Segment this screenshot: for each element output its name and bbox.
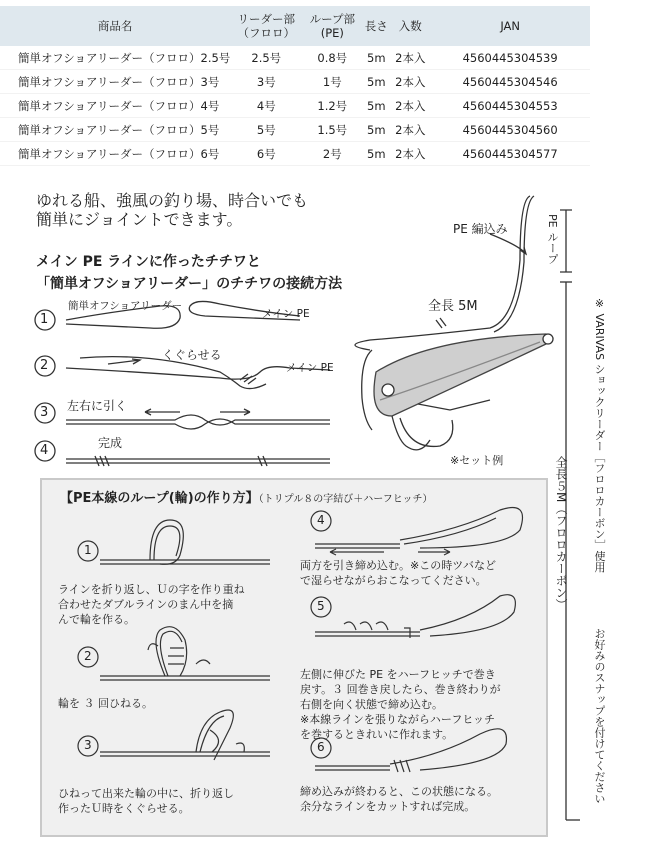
s5-line-3: 右側を向く状態で締め込む。 [300, 698, 443, 711]
cell-jan: 4560445304539 [430, 46, 590, 70]
cell-leader: 4号 [230, 94, 302, 118]
cell-name: 簡単オフショアリーダー（フロロ）4号 [0, 94, 230, 118]
label-main-pe-2: メイン PE [286, 362, 334, 374]
loop-box-subtitle: （トリプル８の字結び＋ハーフヒッチ） [258, 494, 433, 505]
cell-jan: 4560445304560 [430, 118, 590, 142]
label-set-example: ※セット例 [450, 454, 504, 467]
s6-line-1: 締め込みが終わると、この状態になる。 [300, 785, 498, 798]
loop-step-4-text [300, 558, 496, 588]
cell-name: 簡単オフショアリーダー（フロロ）2.5号 [0, 46, 230, 70]
intro-line-1: ゆれる船、強風の釣り場、時合いでも [36, 191, 309, 210]
cell-jan: 4560445304546 [430, 70, 590, 94]
cell-loop: 1.5号 [302, 118, 362, 142]
cell-loop: 2号 [302, 142, 362, 166]
label-kuguraseru: くぐらせる [162, 348, 222, 362]
cell-name: 簡単オフショアリーダー（フロロ）6号 [0, 142, 230, 166]
loop-num-4: 4 [317, 513, 325, 527]
cell-jan: 4560445304553 [430, 94, 590, 118]
connect-num-4: 4 [40, 443, 49, 458]
loop-num-6: 6 [317, 740, 325, 754]
connect-title-1: メイン PE ラインに作ったチチワと [36, 254, 261, 270]
loop-num-2: 2 [84, 649, 92, 663]
col-qty: 入数 [390, 6, 430, 46]
cell-qty: 2本入 [390, 46, 430, 70]
loop-num-3: 3 [84, 738, 92, 752]
cell-length: 5m [362, 46, 390, 70]
s5-line-4: ※本線ラインを張りながらハーフヒッチ [300, 713, 496, 726]
cell-qty: 2本入 [390, 70, 430, 94]
label-main-pe: メイン PE [262, 308, 310, 320]
loop-step-5-text [300, 667, 501, 742]
s1-line-3: んで輪を作る。 [58, 613, 135, 626]
loop-step-1-text [58, 582, 245, 627]
s2-line-1: 輪を ３ 回ひねる。 [58, 697, 153, 710]
label-pe-loop: PE ループ [546, 214, 559, 265]
cell-leader: 6号 [230, 142, 302, 166]
label-snap-note: お好みのスナップを付けてください [593, 628, 606, 804]
col-leader-l2: （フロロ） [237, 26, 296, 40]
s1-line-2: 合わせたダブルラインのまん中を摘 [58, 598, 234, 611]
cell-leader: 2.5号 [230, 46, 302, 70]
cell-loop: 1.2号 [302, 94, 362, 118]
loop-step-2-text [58, 696, 153, 711]
cell-qty: 2本入 [390, 142, 430, 166]
s5-line-2: 戻す。３ 回巻き戻したら、巻き終わりが [300, 683, 501, 696]
cell-qty: 2本入 [390, 118, 430, 142]
col-loop-l2: (PE) [320, 26, 344, 40]
col-jan: JAN [430, 6, 590, 46]
loop-step-3-text [58, 786, 234, 816]
loop-num-1: 1 [84, 543, 92, 557]
col-loop-l1: ループ部 [309, 12, 356, 26]
label-fluoro-5m: 全長５M（フロロカーボン） [554, 456, 568, 611]
label-varivas: ※ VARIVAS ショックリーダー［フロロカーボン］使用 [593, 297, 606, 573]
s4-line-2: で湿らせながらおこなってください。 [300, 574, 487, 587]
connect-title-2: 「簡単オフショアリーダー」のチチワの接続方法 [36, 276, 343, 292]
cell-jan: 4560445304577 [430, 142, 590, 166]
s5-line-1: 左側に伸びた PE をハーフヒッチで巻き [300, 668, 496, 681]
cell-leader: 3号 [230, 70, 302, 94]
label-pull: 左右に引く [67, 399, 128, 413]
cell-length: 5m [362, 94, 390, 118]
connect-num-3: 3 [40, 405, 49, 420]
cell-name: 簡単オフショアリーダー（フロロ）5号 [0, 118, 230, 142]
label-pe-knit: PE 編込み [453, 222, 508, 236]
s3-line-1: ひねって出来た輪の中に、折り返し [58, 787, 234, 800]
loop-num-5: 5 [317, 599, 325, 613]
loop-step-6-text [300, 784, 498, 814]
cell-qty: 2本入 [390, 94, 430, 118]
cell-length: 5m [362, 142, 390, 166]
cell-name: 簡単オフショアリーダー（フロロ）3号 [0, 70, 230, 94]
col-name: 商品名 [0, 6, 230, 46]
col-leader-l1: リーダー部 [237, 12, 296, 26]
cell-loop: 0.8号 [302, 46, 362, 70]
connect-step-4-illustration [66, 456, 330, 466]
s4-line-1: 両方を引き締め込む。※この時ツバなど [300, 559, 496, 572]
s3-line-2: 作ったＵ時をくぐらせる。 [58, 802, 190, 815]
pe-loop-bracket [560, 210, 572, 272]
s6-line-2: 余分なラインをカットすれば完成。 [300, 800, 476, 813]
s5-line-5: を巻するときれいに作れます。 [300, 728, 454, 741]
cell-leader: 5号 [230, 118, 302, 142]
s1-line-1: ラインを折り返し、Ｕの字を作り重ね [58, 583, 245, 596]
connect-num-2: 2 [40, 358, 49, 373]
cell-length: 5m [362, 118, 390, 142]
loop-box-title [60, 487, 432, 506]
cell-length: 5m [362, 70, 390, 94]
col-length: 長さ [362, 6, 390, 46]
label-total-length: 全長 5M [428, 299, 478, 314]
label-leader: 簡単オフショアリーダー [68, 300, 183, 312]
cell-loop: 1号 [302, 70, 362, 94]
loop-box-title-main: 【PE本線のループ(輪)の作り方】 [60, 491, 259, 506]
connect-num-1: 1 [40, 312, 49, 327]
label-done: 完成 [98, 436, 123, 450]
intro-line-2: 簡単にジョイントできます。 [36, 210, 243, 229]
